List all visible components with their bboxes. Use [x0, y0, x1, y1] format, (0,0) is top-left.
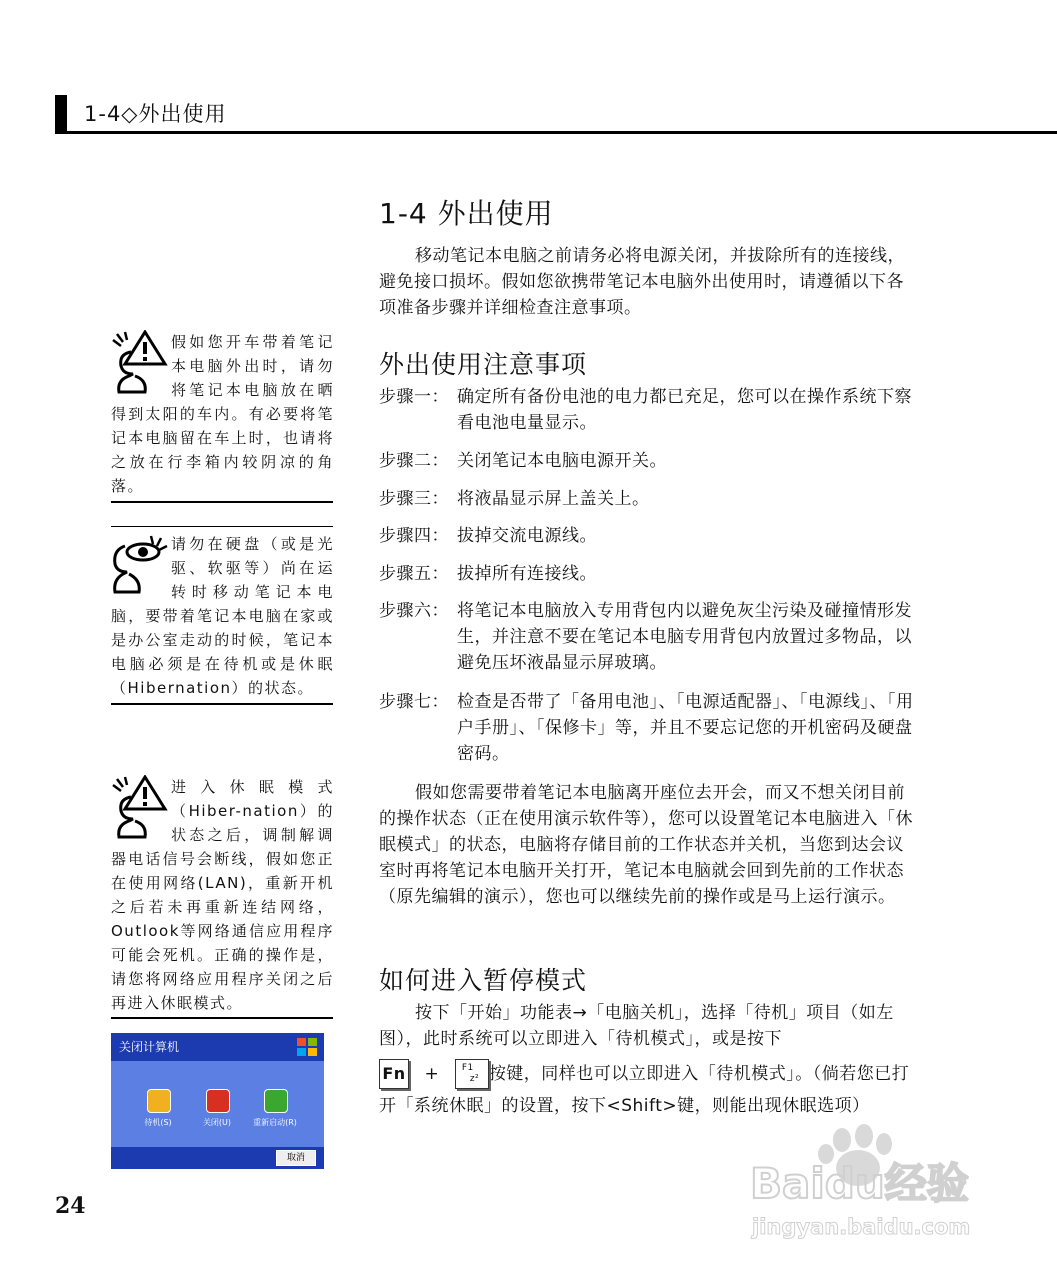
dialog-body [111, 1061, 324, 1147]
restart-button-icon [264, 1089, 288, 1113]
step-7 [379, 689, 924, 767]
step-2 [379, 448, 924, 474]
section-title: 1-4 外出使用 [379, 197, 554, 230]
sidebar-rule [111, 501, 333, 503]
dialog-title: 关闭计算机 [119, 1040, 180, 1054]
cancel-button: 取消 [276, 1150, 316, 1166]
shutdown-label: 关闭(U) [202, 1118, 232, 1127]
standby-paragraph [379, 1000, 919, 1052]
plus-sign: + [424, 1064, 440, 1084]
intro-text: 移动笔记本电脑之前请务必将电源关闭，并拔除所有的连接线，避免接口损坏。假如您欲携带笔记本电脑外出使用时，请遵循以下各项准备步骤并详细检查注意事项。 [379, 246, 905, 318]
step-label: 步骤七： [379, 692, 449, 712]
sidebar-note-3 [111, 775, 334, 1015]
sidebar-note-1 [111, 330, 334, 498]
standby-label: 待机(S) [144, 1118, 172, 1127]
step-text: 拔掉交流电源线。 [457, 526, 597, 546]
step-text: 将笔记本电脑放入专用背包内以避免灰尘污染及碰撞情形发生，并注意不要在笔记本电脑专用背包内放置过多物品，以避免压坏液晶显示屏玻璃。 [457, 601, 912, 673]
hibernate-text: 假如您需要带着笔记本电脑离开座位去开会，而又不想关闭目前的操作状态（正在使用演示软件等），您可以设置笔记本电脑进入「休眠模式」的状态，电脑将存储目前的工作状态并关机，当您到达会议室时再将笔记本电脑开关打开，笔记本电脑就会回到先前的工作状态（原先编辑的演示），您也可以继续先前的操作或是马上运行演示。 [379, 783, 913, 907]
header-bar [55, 95, 67, 134]
step-5 [379, 561, 924, 587]
watermark-brand: Baidu经验 [750, 1159, 969, 1208]
step-text: 确定所有备份电池的电力都已充足，您可以在操作系统下察看电池电量显示。 [457, 387, 912, 433]
standby-text-b: 按键，同样也可以立即进入「待机模式」。（倘若您已打开「系统休眠」的设置，按下<Shift>键，则能出现休眠选项） [379, 1064, 910, 1116]
section2-heading: 如何进入暂停模式 [379, 966, 588, 995]
step-label: 步骤四： [379, 526, 449, 546]
dialog-footer [111, 1147, 324, 1169]
f1-key-label: F1 [461, 1063, 474, 1073]
hibernate-paragraph [379, 780, 919, 910]
warning-person-icon [111, 775, 169, 839]
sidebar-rule [111, 526, 333, 527]
sidebar-note-2 [111, 532, 334, 700]
standby-text-a: 按下「开始」功能表→「电脑关机」，选择「待机」项目（如左图），此时系统可以立即进入「待机模式」，或是按下 [379, 1003, 894, 1049]
dialog-titlebar [111, 1033, 324, 1061]
step-label: 步骤六： [379, 601, 449, 621]
section1-heading: 外出使用注意事项 [379, 350, 588, 379]
standby-button-icon [147, 1089, 171, 1113]
restart-label: 重新启动(R) [253, 1118, 297, 1127]
step-label: 步骤二： [379, 451, 449, 471]
sidebar-rule [111, 703, 333, 705]
fn-key-icon: Fn [379, 1059, 409, 1089]
baidu-watermark [750, 1120, 1000, 1250]
shutdown-button-icon [206, 1089, 230, 1113]
step-1 [379, 384, 924, 436]
step-6 [379, 598, 924, 676]
note-text: 请勿在硬盘（或是光驱、软驱等）尚在运转时移动笔记本电脑，要带着笔记本电脑在家或是办公室走动的时候，笔记本电脑必须是在待机或是休眠（Hibernation）的状态。 [111, 535, 334, 697]
step-label: 步骤三： [379, 489, 449, 509]
eye-person-icon [111, 532, 169, 596]
f1-key-sub: z² [469, 1074, 480, 1084]
step-3 [379, 486, 924, 512]
page-number: 24 [55, 1193, 86, 1219]
step-text: 将液晶显示屏上盖关上。 [457, 489, 650, 509]
warning-person-icon [111, 330, 169, 394]
shutdown-dialog-image [111, 1033, 324, 1169]
step-text: 拔掉所有连接线。 [457, 564, 597, 584]
step-label: 步骤五： [379, 564, 449, 584]
step-text: 检查是否带了「备用电池」、「电源适配器」、「电源线」、「用户手册」、「保修卡」等，并且不要忘记您的开机密码及硬盘密码。 [457, 692, 914, 764]
f1-key-icon [455, 1059, 489, 1089]
header-rule [55, 131, 1057, 134]
standby-keys-line [379, 1058, 919, 1122]
sidebar-rule [111, 1017, 333, 1019]
baidu-paw-icon [750, 1120, 1000, 1250]
note-text: 进入休眠模式（Hiber-nation）的状态之后，调制解调器电话信号会断线，假如您正在使用网络(LAN)，重新开机之后若未再重新连结网络，Outlook等网络通信应用程序可能会死机。正确的操作是，请您将网络应用程序关闭之后再进入休眠模式。 [111, 778, 334, 1012]
step-label: 步骤一： [379, 387, 449, 407]
step-4 [379, 523, 924, 549]
running-title: 1-4◇外出使用 [84, 102, 227, 126]
step-text: 关闭笔记本电脑电源开关。 [457, 451, 667, 471]
note-text: 假如您开车带着笔记本电脑外出时，请勿将笔记本电脑放在晒得到太阳的车内。有必要将笔记本电脑留在车上时，也请将之放在行李箱内较阴凉的角落。 [111, 333, 334, 495]
intro-paragraph [379, 243, 919, 321]
watermark-url: jingyan.baidu.com [752, 1215, 971, 1239]
